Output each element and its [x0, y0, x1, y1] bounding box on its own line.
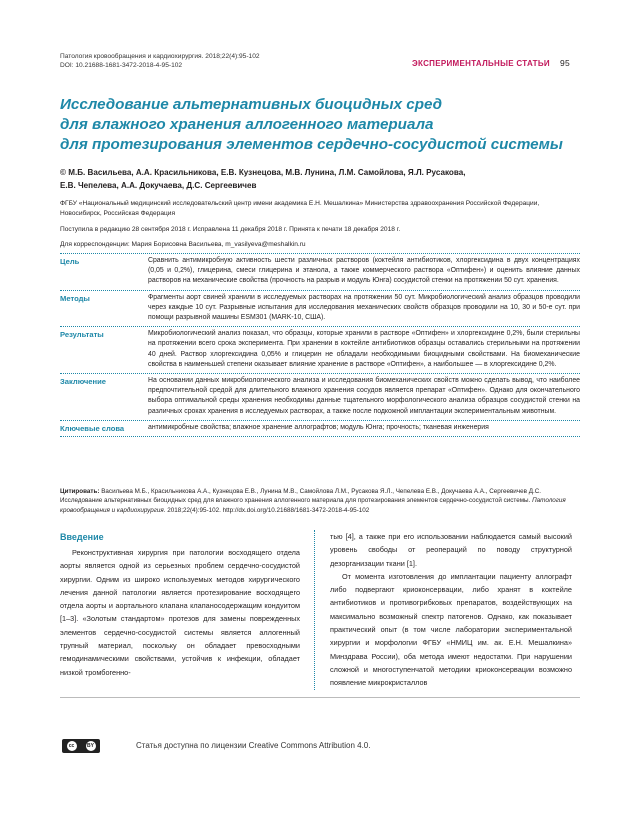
license-text: Статья доступна по лицензии Creative Commons Attribution 4.0. — [136, 741, 371, 750]
abstract — [60, 253, 580, 437]
abstract-label: Заключение — [60, 377, 107, 387]
intro-paragraph: тью [4], а также при его использовании наблюдается самый высокий уровень свободы от реопераций по поводу структурной дезорганизации ткани [1]. — [330, 532, 572, 568]
authors-line-1: © М.Б. Васильева, А.А. Красильникова, Е.В. Кузнецова, М.В. Лунина, Л.М. Самойлова, Я.Л. Русакова, — [60, 168, 466, 177]
cc-license-icon — [62, 739, 100, 753]
intro-right-column — [330, 530, 572, 690]
by-badge-text: BY — [87, 743, 94, 749]
intro-heading: Введение — [60, 532, 104, 542]
abstract-text: Фрагменты аорт свиней хранили в исследуемых растворах на протяжении 50 сут. Микробиологический анализ образцов проводили через каждые 10 сут. Разрывные испытания для исследования механических свойств образцов проводили на 10, 30 и 50-е сут. при помощи разрывной машины ESM301 (MARK-10, США). — [148, 293, 580, 322]
abstract-keywords — [60, 420, 580, 437]
abstract-text: Микробиологический анализ показал, что образцы, которые хранили в растворе «Оптифен» и хлоргексидине 0,2%, были стерильны на протяжении всего срока эксперимента. При хранении в коктейле антибиотиков образцы оставались стерильными на протяжении 40 дней. Раствор хлоргексидина 0,05% и глицерин не обладали необходимыми биоцидными свойствами. На биомеханические свойства в наименьшей степени оказывает влияние хранение в растворе «Оптифен», а наибольшее — в хлоргексидине 0,2%. — [148, 330, 580, 368]
page-number: 95 — [559, 58, 570, 68]
dates: Поступила в редакцию 28 сентября 2018 г. Исправлена 11 декабря 2018 г. Принята к печати 18 декабря 2018 г. — [60, 226, 401, 233]
citation-journal: Патология кровообращения и кардиохирургия. — [60, 497, 566, 514]
journal-doi-line: DOI: 10.21688-1681-3472-2018-4-95-102 — [60, 62, 183, 69]
journal-header — [60, 52, 260, 70]
abstract-label: Методы — [60, 293, 90, 303]
abstract-label: Результаты — [60, 330, 104, 340]
intro-paragraph: От момента изготовления до имплантации пациенту аллографт либо подвергают криоконсервации, либо хранят в коктейле антибиотиков и противогрибковых препаратов, воздействующих на максимально возможный спектр патогенов. Однако, как показывает практический опыт (в том числе лаборатории экспериментальной хирургии и морфологии ФГБУ «НМИЦ им. ак. Е.Н. Мешалкина» Минздрава России), оба метода имеют недостатки. При нарушении сложной и многоступенчатой методики криоконсервации возможно появление микрокристаллов — [330, 571, 572, 688]
abstract-methods — [60, 290, 580, 327]
authors-line-2: Е.В. Чепелева, А.А. Докучаева, Д.С. Сергеевичев — [60, 181, 257, 190]
journal-citation-line: Патология кровообращения и кардиохирургия. 2018;22(4):95-102 — [60, 53, 260, 60]
abstract-aim — [60, 253, 580, 290]
section-header — [412, 58, 570, 68]
abstract-results — [60, 326, 580, 373]
cc-badge-text: cc — [67, 741, 77, 751]
citation — [60, 487, 580, 515]
abstract-conclusion — [60, 373, 580, 420]
abstract-label: Цель — [60, 257, 80, 266]
section-label: ЭКСПЕРИМЕНТАЛЬНЫЕ СТАТЬИ — [412, 59, 550, 68]
column-divider — [314, 530, 315, 690]
title-line-1: Исследование альтернативных биоцидных сред — [60, 96, 443, 113]
affiliation: ФГБУ «Национальный медицинский исследовательский центр имени академика Е.Н. Мешалкина» Министерства здравоохранения Российской Федерации, Новосибирск, Российская Федерация — [60, 200, 540, 217]
title-line-2: для влажного хранения аллогенного материала — [60, 116, 434, 133]
article-title — [60, 95, 580, 155]
intro-left-column — [60, 530, 300, 679]
abstract-label: Ключевые слова — [60, 423, 125, 433]
correspondence: Для корреспонденции: Мария Борисовна Васильева, m_vasilyeva@meshalkin.ru — [60, 241, 306, 248]
citation-authors: Васильева М.Б., Красильникова А.А., Кузнецова Е.В., Лунина М.В., Самойлова Л.М., Русакова Я.Л., Чепелева Е.В., Докучаева А.А., Сергеевичев Д.С. Исследование альтернативных биоцидных сред для влажного хранения аллогенного материала для протезирования элементов сердечно-сосудистой системы. — [60, 488, 542, 505]
intro-paragraph: Реконструктивная хирургия при патологии восходящего отдела аорты является одной из серьезных проблем сердечно-сосудистой хирургии. Одним из широко используемых методов хирургического лечения данной патологии является протезирование восходящего отдела аорты и аортального клапана клапаносодержащим кондуитом [1–3]. «Золотым стандартом» протезов для замены поврежденных элементов сердечно-сосудистой системы является аллогенный трупный материал, поскольку он обладает превосходными гемодинамическими свойствами, устойчив к инфекции, обладает низкой тромбогенно- — [60, 548, 300, 677]
citation-label: Цитировать: — [60, 488, 100, 495]
title-line-3: для протезирования элементов сердечно-сосудистой системы — [60, 136, 563, 153]
citation-tail: 2018;22(4):95-102. http://dx.doi.org/10.21688/1681-3472-2018-4-95-102 — [167, 506, 370, 514]
abstract-text: антимикробные свойства; влажное хранение аллографтов; модуль Юнга; прочность; тканевая инженерия — [148, 423, 489, 431]
authors — [60, 166, 580, 192]
abstract-text: На основании данных микробиологического анализа и исследования биомеханических свойств можно сделать вывод, что наиболее предпочтительной средой для длительного влажного хранения сосудов является препарат «Оптифен». Однако для окончательного выбора оптимальной среды хранения необходимы данные тщательного морфологического анализа образцов сосудистой стенки на различных сроках хранения в исследуемых растворах, а также после подкожной имплантации экспериментальным животным. — [148, 377, 580, 415]
footer-divider — [60, 697, 580, 698]
abstract-text: Сравнить антимикробную активность шести различных растворов (коктейля антибиотиков, хлоргексидина в двух концентрациях (0,05 и 0,2%), глицерина, смеси глицерина и этанола, а также коммерческого раствора «Оптифен») и оценить влияние данных растворов на механические свойства (прочность на разрыв и модуль Юнга) сосудистой стенки на протяжении 50 сут. хранения. — [148, 257, 580, 285]
